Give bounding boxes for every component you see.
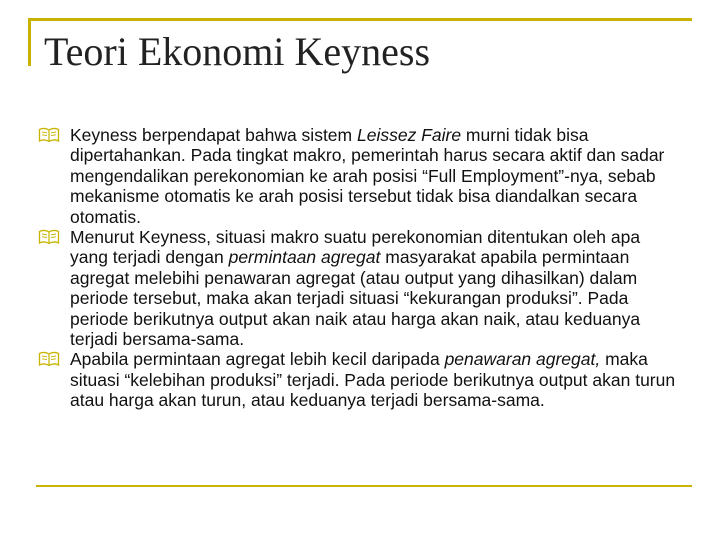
open-book-icon — [38, 229, 60, 245]
slide-title: Teori Ekonomi Keyness — [44, 29, 431, 74]
bullet-text-3-part-1: Apabila permintaan agregat lebih kecil daripada — [70, 349, 445, 370]
frame-left-border — [28, 18, 31, 66]
bullet-text-2-part-1: Menurut Keyness, situasi makro suatu perekonomian ditentukan oleh apa yang terjadi dengan — [70, 227, 641, 268]
bullet-text-3-part-2: penawaran agregat, — [444, 349, 601, 370]
open-book-icon — [38, 351, 60, 367]
bullet-item-1 — [38, 125, 678, 227]
frame-top-border — [28, 18, 692, 21]
bullet-text-2-part-3: masyarakat apabila permintaan agregat melebihi penawaran agregat (atau output yang dihasilkan) dalam periode tersebut, maka akan terjadi situasi “kekurangan produksi”. Pada periode berikutnya output akan naik atau harga akan naik, atau keduanya terjadi bersama-sama. — [70, 247, 641, 350]
bullet-text-2-part-2: permintaan agregat — [228, 247, 381, 268]
bullet-text-1-part-2: Leissez Faire — [356, 125, 462, 145]
bullet-item-3 — [38, 349, 678, 410]
frame-bottom-border — [36, 485, 692, 487]
open-book-icon — [38, 127, 60, 143]
bullet-item-2 — [38, 227, 678, 349]
bullet-text-1-part-3: murni tidak bisa dipertahankan. Pada tingkat makro, pemerintah harus secara aktif dan sadar mengendalikan perekonomian ke arah posisi “Full Employment”-nya, sebab mekanisme otomatis ke arah posisi tersebut tidak bisa diandalkan secara otomatis. — [70, 125, 665, 227]
bullet-list — [38, 125, 678, 411]
bullet-text-3-part-3: maka situasi “kelebihan produksi” terjadi. Pada periode berikutnya output akan turun atau harga akan turun, atau keduanya terjadi bersama-sama. — [70, 349, 676, 411]
bullet-text-1-part-1: Keyness berpendapat bahwa sistem — [70, 125, 357, 145]
